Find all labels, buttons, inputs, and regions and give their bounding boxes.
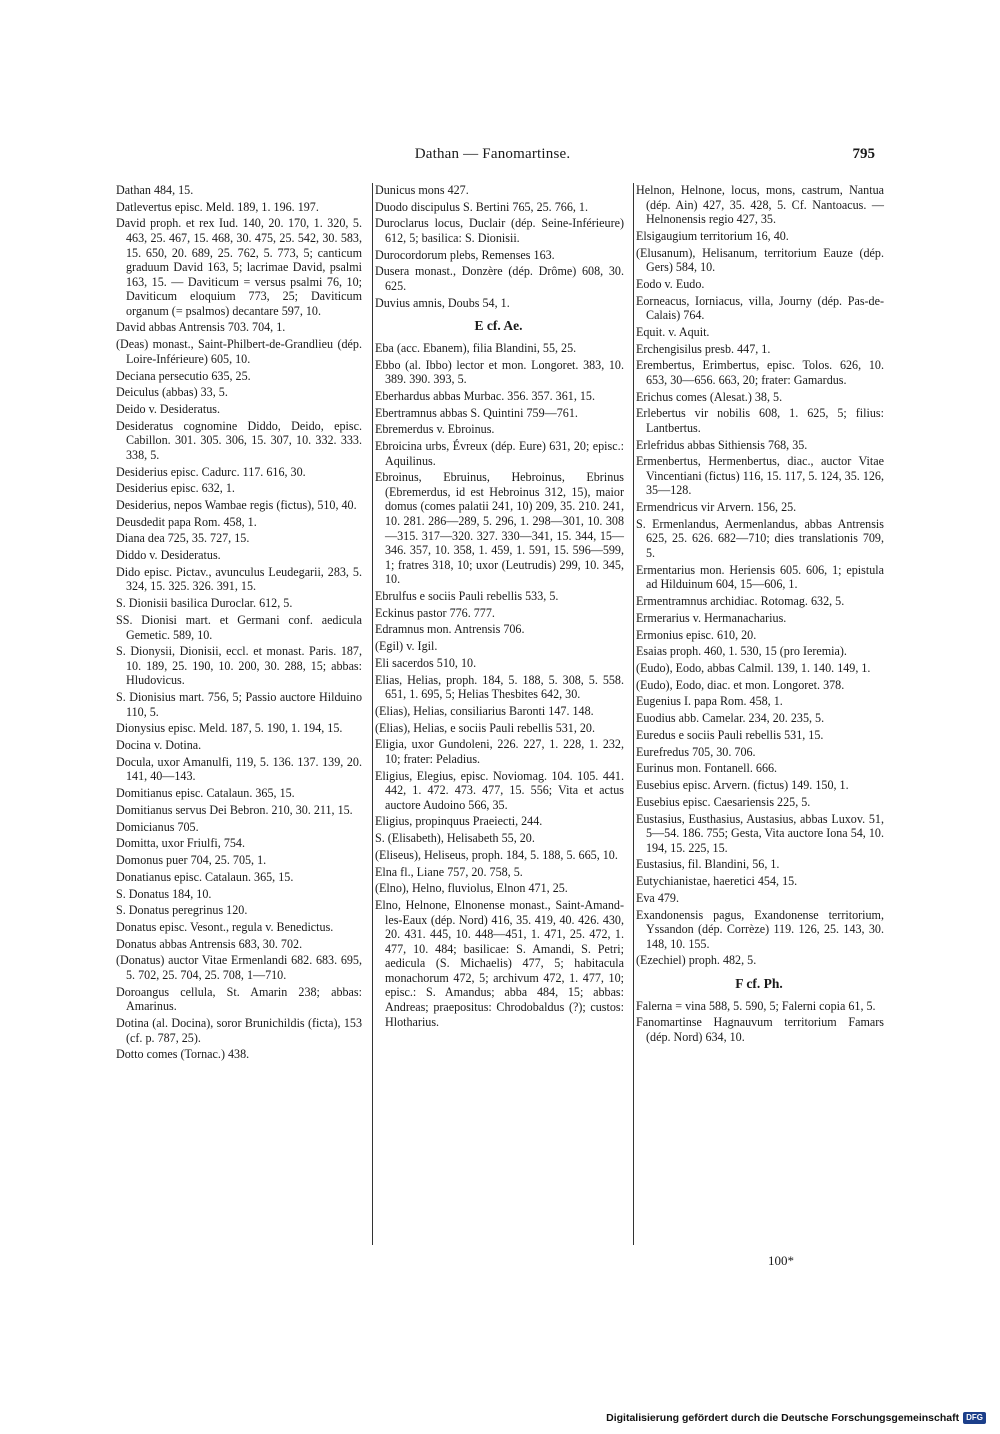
index-entry: (Elias), Helias, e sociis Pauli rebellis 531, 20. xyxy=(375,720,595,735)
index-entry: Donatus abbas Antrensis 683, 30. 702. xyxy=(116,936,303,951)
page-header xyxy=(110,146,875,168)
index-entry: Eligius, propinquus Praeiecti, 244. xyxy=(375,814,543,829)
index-entry: Domitta, uxor Friulfi, 754. xyxy=(116,836,245,851)
index-entry: Ebroicina urbs, Évreux (dép. Eure) 631, 20; episc.: Aquilinus. xyxy=(375,439,624,468)
index-entry: Doroangus cellula, St. Amarin 238; abbas: Amarinus. xyxy=(116,984,362,1014)
index-entry: Helnon, Helnone, locus, mons, castrum, Nantua (dép. Ain) 427, 35. 428, 5. Cf. Nantoacus. — Helnonensis regio 427, 35. xyxy=(636,183,884,227)
index-entry: Exandonensis pagus, Exandonense territorium, Yssandon (dép. Corrèze) 119. 126, 25. 143, 30. 148, 10. 155. xyxy=(636,907,884,951)
index-entry: Docina v. Dotina. xyxy=(116,738,202,753)
index-entry: Falerna = vina 588, 5. 590, 5; Falerni copia 61, 5. xyxy=(636,998,876,1013)
index-entry: S. Ermenlandus, Aermenlandus, abbas Antrensis 625, 25. 626. 682—710; dies translationis 709, 5. xyxy=(636,516,884,561)
index-column-3 xyxy=(633,183,884,1245)
index-entry: Domicianus 705. xyxy=(116,819,199,834)
index-entry: Deido v. Desideratus. xyxy=(116,401,221,416)
index-entry: Desiderius episc. Cadurc. 117. 616, 30. xyxy=(116,464,306,479)
index-entry: S. Dionisii basilica Duroclar. 612, 5. xyxy=(116,596,293,611)
index-entry: Equit. v. Aquit. xyxy=(636,324,710,339)
index-entry: (Eliseus), Heliseus, proph. 184, 5. 188, 5. 665, 10. xyxy=(375,847,618,862)
index-entry: Deusdedit papa Rom. 458, 1. xyxy=(116,514,257,529)
index-entry: Desideratus cognomine Diddo, Deido, episc. Cabillon. 301. 305. 306, 15. 307, 10. 332. 333. 338, 5. xyxy=(116,418,362,462)
index-entry: Eli sacerdos 510, 10. xyxy=(375,655,477,670)
dfg-logo: DFG xyxy=(963,1412,986,1424)
index-entry: Eodo v. Eudo. xyxy=(636,276,705,291)
index-entry: Ebertramnus abbas S. Quintini 759—761. xyxy=(375,405,578,420)
index-entry: Eligia, uxor Gundoleni, 226. 227, 1. 228, 1. 232, 10; frater: Peladius. xyxy=(375,737,624,766)
index-entry: Diddo v. Desideratus. xyxy=(116,548,221,563)
index-entry: Erchengisilus presb. 447, 1. xyxy=(636,341,771,356)
index-entry: S. Dionisius mart. 756, 5; Passio auctore Hilduino 110, 5. xyxy=(116,690,362,719)
index-entry: Dotto comes (Tornac.) 438. xyxy=(116,1047,250,1062)
index-entry: S. Donatus 184, 10. xyxy=(116,886,212,901)
index-entry: Ebremerdus v. Ebroinus. xyxy=(375,422,495,437)
index-entry: Eligius, Elegius, episc. Noviomag. 104. 105. 441. 442, 1. 472. 473. 477, 15. 556; Vita et actus auctore Audoino 566, 35. xyxy=(375,768,624,812)
signature-mark: 100* xyxy=(768,1253,794,1268)
index-entry: Ermenbertus, Hermenbertus, diac., auctor Vitae Vincentiani (fictus) 116, 15. 117, 5. 124, 35. 126, 35—128. xyxy=(636,454,884,498)
index-entry: Eurefredus 705, 30. 706. xyxy=(636,744,756,759)
index-entry: Dusera monast., Donzère (dép. Drôme) 608, 30. 625. xyxy=(375,264,624,294)
index-entry: Ebroinus, Ebruinus, Hebroinus, Ebrinus (Ebremerdus, id est Hebroinus 312, 15), maior domus (comes palatii 241, 10) 209, 35. 210. 241, 10. 281. 286—289, 5. 296, 1. 298—301, 10. 308—315. 317—320. 327. 330—341, 15. 344, 15—346. 357, 10. 358, 1. 459, 1. 591, 15. 596—599, 1; fratres 318, 10; uxor (Leutrudis) 299, 10. 345, 10. xyxy=(375,470,624,587)
index-entry: (Deas) monast., Saint-Philbert-de-Grandlieu (dép. Loire-Inférieure) 605, 10. xyxy=(116,337,362,366)
index-entry: (Elusanum), Helisanum, territorium Eauze (dép. Gers) 584, 10. xyxy=(636,245,884,275)
index-entry: Elsigaugium territorium 16, 40. xyxy=(636,228,789,243)
index-entry: S. Dionysii, Dionisii, eccl. et monast. Paris. 187, 10. 189, 25. 190, 10. 200, 30. 288, 15; abbas: Hludovicus. xyxy=(116,644,362,688)
index-entry: (Elno), Helno, fluviolus, Elnon 471, 25. xyxy=(375,881,568,896)
index-entry: (Egil) v. Igil. xyxy=(375,639,438,654)
index-entry: Edramnus mon. Antrensis 706. xyxy=(375,622,525,637)
index-entry: (Eudo), Eodo, diac. et mon. Longoret. 378. xyxy=(636,677,845,692)
index-entry: Duroclarus locus, Duclair (dép. Seine-Inférieure) 612, 5; basilica: S. Dionisii. xyxy=(375,216,624,246)
index-entry: Donatus episc. Vesont., regula v. Benedictus. xyxy=(116,919,334,934)
index-entry: Dotina (al. Docina), soror Brunichildis (ficta), 153 (cf. p. 787, 25). xyxy=(116,1016,362,1045)
index-entry: Dathan 484, 15. xyxy=(116,183,194,197)
index-entry: David abbas Antrensis 703. 704, 1. xyxy=(116,320,286,335)
index-entry: Eckinus pastor 776. 777. xyxy=(375,605,495,620)
index-entry: Erlefridus abbas Sithiensis 768, 35. xyxy=(636,437,808,452)
index-entry: Datlevertus episc. Meld. 189, 1. 196. 197. xyxy=(116,199,319,214)
index-entry: Eba (acc. Ebanem), filia Blandini, 55, 25. xyxy=(375,340,577,355)
credit-text: Digitalisierung gefördert durch die Deutsche Forschungsgemeinschaft xyxy=(606,1412,960,1424)
index-entry: Elias, Helias, proph. 184, 5. 188, 5. 308, 5. 558. 651, 1. 695, 5; Helias Thesbites 642, 30. xyxy=(375,672,624,702)
index-entry: Erichus comes (Alesat.) 38, 5. xyxy=(636,389,783,404)
index-entry: Ermentramnus archidiac. Rotomag. 632, 5. xyxy=(636,594,845,609)
digitization-credit xyxy=(606,1412,986,1424)
index-entry: Eberhardus abbas Murbac. 356. 357. 361, 15. xyxy=(375,388,595,403)
index-entry: Eusebius episc. Caesariensis 225, 5. xyxy=(636,794,811,809)
index-entry: Eugenius I. papa Rom. 458, 1. xyxy=(636,694,783,709)
index-entry: Ermonius episc. 610, 20. xyxy=(636,627,757,642)
index-entry: Desiderius episc. 632, 1. xyxy=(116,481,235,496)
index-entry: Ebbo (al. Ibbo) lector et mon. Longoret. 383, 10. 389. 390. 393, 5. xyxy=(375,357,624,387)
index-entry: Erlebertus vir nobilis 608, 1. 625, 5; filius: Lantbertus. xyxy=(636,406,884,435)
index-entry: Dionysius episc. Meld. 187, 5. 190, 1. 194, 15. xyxy=(116,721,343,736)
index-entry: Eva 479. xyxy=(636,890,679,905)
index-entry: Donatianus episc. Catalaun. 365, 15. xyxy=(116,869,294,884)
index-entry: Duodo discipulus S. Bertini 765, 25. 766, 1. xyxy=(375,199,588,214)
section-heading: F cf. Ph. xyxy=(735,975,783,991)
index-entry: Elna fl., Liane 757, 20. 758, 5. xyxy=(375,864,523,879)
index-column-1 xyxy=(116,183,362,1245)
index-entry: (Eudo), Eodo, abbas Calmil. 139, 1. 140. 149, 1. xyxy=(636,660,871,675)
index-entry: S. Donatus peregrinus 120. xyxy=(116,903,248,918)
index-entry: SS. Dionisi mart. et Germani conf. aedicula Gemetic. 589, 10. xyxy=(116,612,362,642)
index-entry: Eurinus mon. Fontanell. 666. xyxy=(636,761,778,776)
section-heading: E cf. Ae. xyxy=(474,318,523,334)
index-entry: Diana dea 725, 35. 727, 15. xyxy=(116,531,250,546)
running-title: Dathan — Fanomartinse. xyxy=(414,146,571,162)
index-entry: Eutychianistae, haeretici 454, 15. xyxy=(636,874,798,889)
index-entry: David proph. et rex Iud. 140, 20. 170, 1. 320, 5. 463, 25. 467, 15. 468, 30. 475, 25. 542, 30. 583, 15. 650, 20. 689, 25. 762, 5. 773, 5; canticum graduum David 163, 5; lacrimae David, psalmi 163, 15. — Daviticum = versus psalmi 76, 10; Daviticum eloquium 773, 25; Daviticum organum (= psalmos) decantare 597, 10. xyxy=(116,216,362,318)
index-entry: Domitianus servus Dei Bebron. 210, 30. 211, 15. xyxy=(116,802,353,817)
index-entry: Eustasius, fil. Blandini, 56, 1. xyxy=(636,857,780,872)
page-number: 795 xyxy=(852,146,875,162)
index-entry: Durocordorum plebs, Remenses 163. xyxy=(375,247,555,262)
index-entry: Ermentarius mon. Heriensis 605. 606, 1; epistula ad Hilduinum 604, 15—606, 1. xyxy=(636,562,884,592)
index-entry: (Elias), Helias, consiliarius Baronti 147. 148. xyxy=(375,703,594,718)
index-entry: Domitianus episc. Catalaun. 365, 15. xyxy=(116,786,295,801)
index-column-2 xyxy=(372,183,624,1245)
index-entry: Duvius amnis, Doubs 54, 1. xyxy=(375,295,510,310)
index-entry: Eustasius, Eusthasius, Austasius, abbas Luxov. 51, 5—54. 186. 755; Gesta, Vita auctore Iona 54, 10. 194, 15. 225, 15. xyxy=(636,811,884,855)
index-entry: Ebrulfus e sociis Pauli rebellis 533, 5. xyxy=(375,588,559,603)
index-entry: Elno, Helnone, Elnonense monast., Saint-Amand-les-Eaux (dép. Nord) 416, 35. 419, 40. 426. 430, 20. 431. 445, 10. 448—451, 1. 471, 25. 472, 1. 477, 10. 484; basilicae: S. Amandi, S. Petri; aedicula (S. Michaelis) 477, 5; habitacula monachorum 472, 5; archivum 472, 1. 477, 10; episc.: S. Amandus; abba 484, 15; abbas: Andreas; praepositus: Chrodobaldus (?); custos: Hlotharius. xyxy=(375,898,624,1029)
index-entry: Erembertus, Erimbertus, episc. Tolos. 626, 10. 653, 30—656. 663, 20; frater: Gamardus. xyxy=(636,358,884,387)
index-entry: Fanomartinse Hagnauvum territorium Famars (dép. Nord) 634, 10. xyxy=(636,1015,884,1044)
index-entry: (Ezechiel) proph. 482, 5. xyxy=(636,953,757,968)
index-entry: Eorneacus, Iorniacus, villa, Journy (dép. Pas-de-Calais) 764. xyxy=(636,293,884,323)
index-entry: Ermerarius v. Hermanacharius. xyxy=(636,610,787,625)
index-entry: Esaias proph. 460, 1. 530, 15 (pro Ieremia). xyxy=(636,644,847,659)
index-entry: Ermendricus vir Arvern. 156, 25. xyxy=(636,500,797,515)
index-entry: Docula, uxor Amanulfi, 119, 5. 136. 137. 139, 20. 141, 40—143. xyxy=(116,754,362,784)
index-entry: Deciana persecutio 635, 25. xyxy=(116,368,251,383)
index-entry: Domonus puer 704, 25. 705, 1. xyxy=(116,853,267,868)
index-entry: Euredus e sociis Pauli rebellis 531, 15. xyxy=(636,727,824,742)
index-entry: Deiculus (abbas) 33, 5. xyxy=(116,385,228,400)
index-entry: Dido episc. Pictav., avunculus Leudegarii, 283, 5. 324, 15. 325. 326. 391, 15. xyxy=(116,564,362,594)
index-entry: Eusebius episc. Arvern. (fictus) 149. 150, 1. xyxy=(636,778,849,793)
index-entry: Euodius abb. Camelar. 234, 20. 235, 5. xyxy=(636,711,825,726)
index-entry: Desiderius, nepos Wambae regis (fictus), 510, 40. xyxy=(116,498,357,512)
index-entry: Dunicus mons 427. xyxy=(375,183,469,197)
index-entry: S. (Elisabeth), Helisabeth 55, 20. xyxy=(375,831,535,846)
index-entry: (Donatus) auctor Vitae Ermenlandi 682. 683. 695, 5. 702, 25. 704, 25. 708, 1—710. xyxy=(116,953,362,982)
